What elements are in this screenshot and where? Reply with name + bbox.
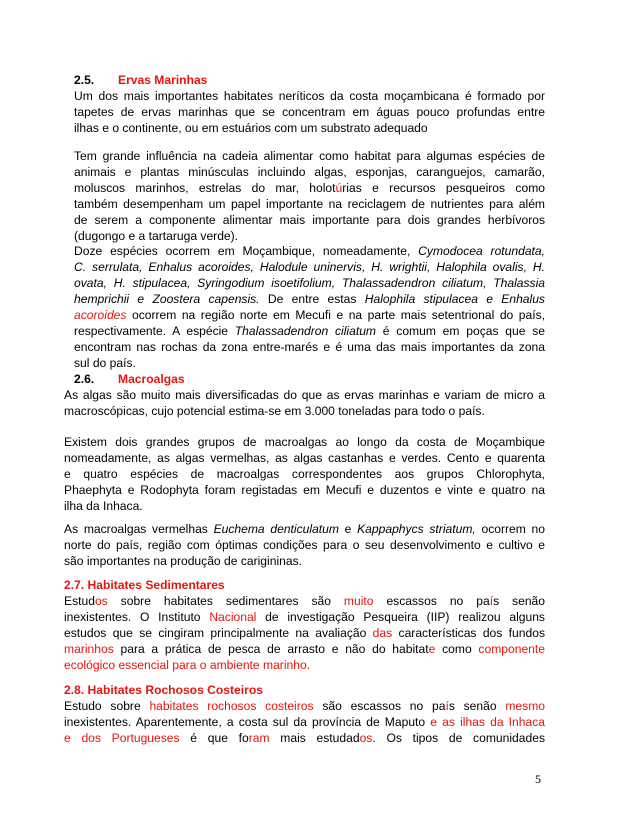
text-line	[74, 275, 545, 291]
text-line	[64, 593, 545, 609]
section-title: Macroalgas	[118, 372, 185, 386]
text-run: Thalassadendron ciliatum	[234, 324, 377, 338]
paragraph	[74, 243, 545, 371]
text-run: habitates rochosos costeiros	[149, 699, 314, 713]
text-run: (dugongo e a tartaruga verde).	[74, 229, 239, 243]
text-line	[64, 537, 545, 553]
text-run: mesmo	[505, 699, 546, 713]
text-run: sobre habitates sedimentares são	[107, 594, 344, 608]
text-line	[64, 714, 545, 730]
text-run: e	[428, 642, 436, 656]
text-run: características dos fundos	[392, 626, 545, 640]
text-line	[74, 104, 545, 120]
text-run: são importantes na produção de carigininas.	[64, 554, 302, 568]
text-line	[74, 323, 545, 339]
text-line	[64, 498, 545, 514]
text-run: e quatro espécies de macroalgas correspondentes aos grupos Chlorophyta,	[64, 467, 545, 481]
text-line	[74, 355, 545, 371]
text-run: Estud	[64, 594, 95, 608]
text-run: é comum em poças que se	[376, 324, 545, 338]
text-line	[64, 657, 545, 673]
section-2-5-heading	[74, 72, 207, 88]
text-line	[74, 88, 545, 104]
text-run: e as ilhas da Inhaca	[430, 715, 545, 729]
text-run: rias e recursos pesqueiros como	[342, 181, 545, 195]
paragraph	[64, 593, 545, 673]
text-run: de serem a componente alimentar mais importante para dois grandes herbívoros	[74, 213, 545, 227]
text-line	[74, 164, 545, 180]
text-run: é que fo	[179, 731, 249, 745]
text-line	[64, 521, 545, 537]
text-line	[64, 625, 545, 641]
text-line	[64, 466, 545, 482]
text-run: são escassos no pa	[313, 699, 446, 713]
text-line	[64, 641, 545, 657]
text-run: De entre estas	[259, 292, 365, 306]
text-run: ocorrem no	[475, 522, 545, 536]
paragraph	[64, 434, 545, 514]
text-run: e	[338, 522, 358, 536]
text-line	[74, 228, 545, 244]
text-run: hemprichii e Zoostera capensis.	[74, 292, 260, 306]
section-2-7-heading: 2.7. Habitates Sedimentares	[64, 578, 225, 592]
text-run: ovata, H. stipulacea, Syringodium isoetifolium, Thalassadendron ciliatum, Thalassia	[74, 276, 545, 290]
text-line	[64, 730, 545, 746]
text-line	[64, 553, 545, 569]
text-line	[64, 698, 545, 714]
section-title: Ervas Marinhas	[118, 73, 208, 87]
text-line	[64, 450, 545, 466]
text-run: Kappaphycs striatum,	[357, 522, 476, 536]
section-2-8-heading: 2.8. Habitates Rochosos Costeiros	[64, 683, 263, 697]
text-run: ilha da Inhaca.	[64, 499, 143, 513]
paragraph	[74, 148, 545, 244]
section-2-6-heading	[74, 371, 185, 387]
text-run: muito	[343, 594, 374, 608]
text-run: moluscos marinhos, estrelas do mar, holot	[74, 181, 336, 195]
text-run: Estudo sobre	[64, 699, 150, 713]
text-run: e dos Portugueses	[64, 731, 180, 745]
text-run: acoroides	[74, 308, 127, 322]
text-line	[74, 120, 545, 136]
text-run: inexistentes. O Instituto	[64, 610, 210, 624]
text-run: das	[372, 626, 393, 640]
text-run: mais estudad	[269, 731, 360, 745]
text-run: ú	[335, 181, 343, 195]
paragraph	[64, 698, 545, 746]
text-run: animais e plantas minúsculas incluindo algas, esponjas, caranguejos, camarão,	[74, 165, 545, 179]
text-line	[74, 180, 545, 196]
text-run: Nacional	[209, 610, 257, 624]
text-run: também desempenham um papel importante na reciclagem de nutrientes para além	[74, 197, 545, 211]
text-run: encontram nas rochas da zona entre-marés e é uma das mais importantes da zona	[74, 340, 545, 354]
text-run: ocorrem na região norte em Mecufi e na parte mais setentrional do país,	[126, 308, 545, 322]
text-line	[74, 339, 545, 355]
text-run: respectivamente. A espécie	[74, 324, 235, 338]
text-run: Phaephyta e Rodophyta foram registadas em Mecufi e duzentos e vinte e quatro na	[64, 483, 545, 497]
text-run: sul do país.	[74, 356, 136, 370]
text-run: Um dos mais importantes habitates neríticos da costa moçambicana é formado por	[74, 89, 545, 103]
text-run: os	[94, 594, 108, 608]
text-line	[64, 482, 545, 498]
text-run: í	[445, 699, 449, 713]
text-line	[74, 196, 545, 212]
paragraph	[64, 521, 545, 569]
text-run: estudos que se cingiram principalmente na avaliação	[64, 626, 373, 640]
section-number: 2.6.	[74, 372, 95, 386]
text-run: escassos no pa	[373, 594, 490, 608]
text-run: Euchema denticulatum	[213, 522, 339, 536]
text-run: As macroalgas vermelhas	[64, 522, 214, 536]
text-line	[74, 291, 545, 307]
text-run: ilhas e o continente, ou em estuários com um substrato adequado	[74, 121, 428, 135]
text-run: As algas são muito mais diversificadas do que as ervas marinhas e variam de micro a	[64, 388, 545, 402]
text-run: C. serrulata, Enhalus acoroides, Halodule uninervis, H. wrightii, Halophila ovalis, H.	[74, 260, 545, 274]
text-run: norte do país, região com óptimas condições para o seu desenvolvimento e cultivo e	[64, 538, 545, 552]
text-run: inexistentes. Aparentemente, a costa sul da província de Maputo	[64, 715, 431, 729]
text-line	[64, 609, 545, 625]
text-run: Halophila stipulacea e Enhalus	[364, 292, 545, 306]
text-run: como	[435, 642, 479, 656]
text-run: s senão	[448, 699, 506, 713]
text-run: nomeadamente, as algas vermelhas, as algas castanhas e verdes. Cento e quarenta	[64, 451, 545, 465]
text-run: de investigação Pesqueira (IIP) realizou alguns	[256, 610, 545, 624]
text-line	[74, 243, 545, 259]
text-run: Existem dois grandes grupos de macroalgas ao longo da costa de Moçambique	[64, 435, 545, 449]
text-run: Cymodocea rotundata,	[418, 244, 546, 258]
text-line	[64, 403, 545, 419]
text-run: í	[489, 594, 494, 608]
text-run: macroscópicas, cujo potencial estima-se em 3.000 toneladas para todo o país.	[64, 404, 485, 418]
text-run: Doze espécies ocorrem em Moçambique, nomeadamente,	[74, 244, 419, 258]
text-line	[64, 387, 545, 403]
text-run: s senão	[493, 594, 546, 608]
text-run: Tem grande influência na cadeia alimentar como habitat para algumas espécies de	[74, 149, 545, 163]
text-run: ecológico essencial para o ambiente marinho.	[64, 658, 311, 672]
text-line	[64, 434, 545, 450]
text-line	[74, 307, 545, 323]
text-line	[74, 148, 545, 164]
page-number: 5	[535, 772, 541, 786]
section-number: 2.5.	[74, 73, 95, 87]
text-line	[74, 259, 545, 275]
text-run: os	[359, 731, 373, 745]
paragraph	[74, 88, 545, 136]
text-line	[74, 212, 545, 228]
paragraph	[64, 387, 545, 419]
text-run: ram	[248, 731, 270, 745]
text-run: marinhos	[64, 642, 114, 656]
text-run: . Os tipos de comunidades	[372, 731, 545, 745]
text-run: componente	[478, 642, 545, 656]
text-run: tapetes de ervas marinhas que se concentram em águas pouco profundas entre	[74, 105, 545, 119]
text-run: para a prática de pesca de arrasto e não do habitat	[113, 642, 429, 656]
